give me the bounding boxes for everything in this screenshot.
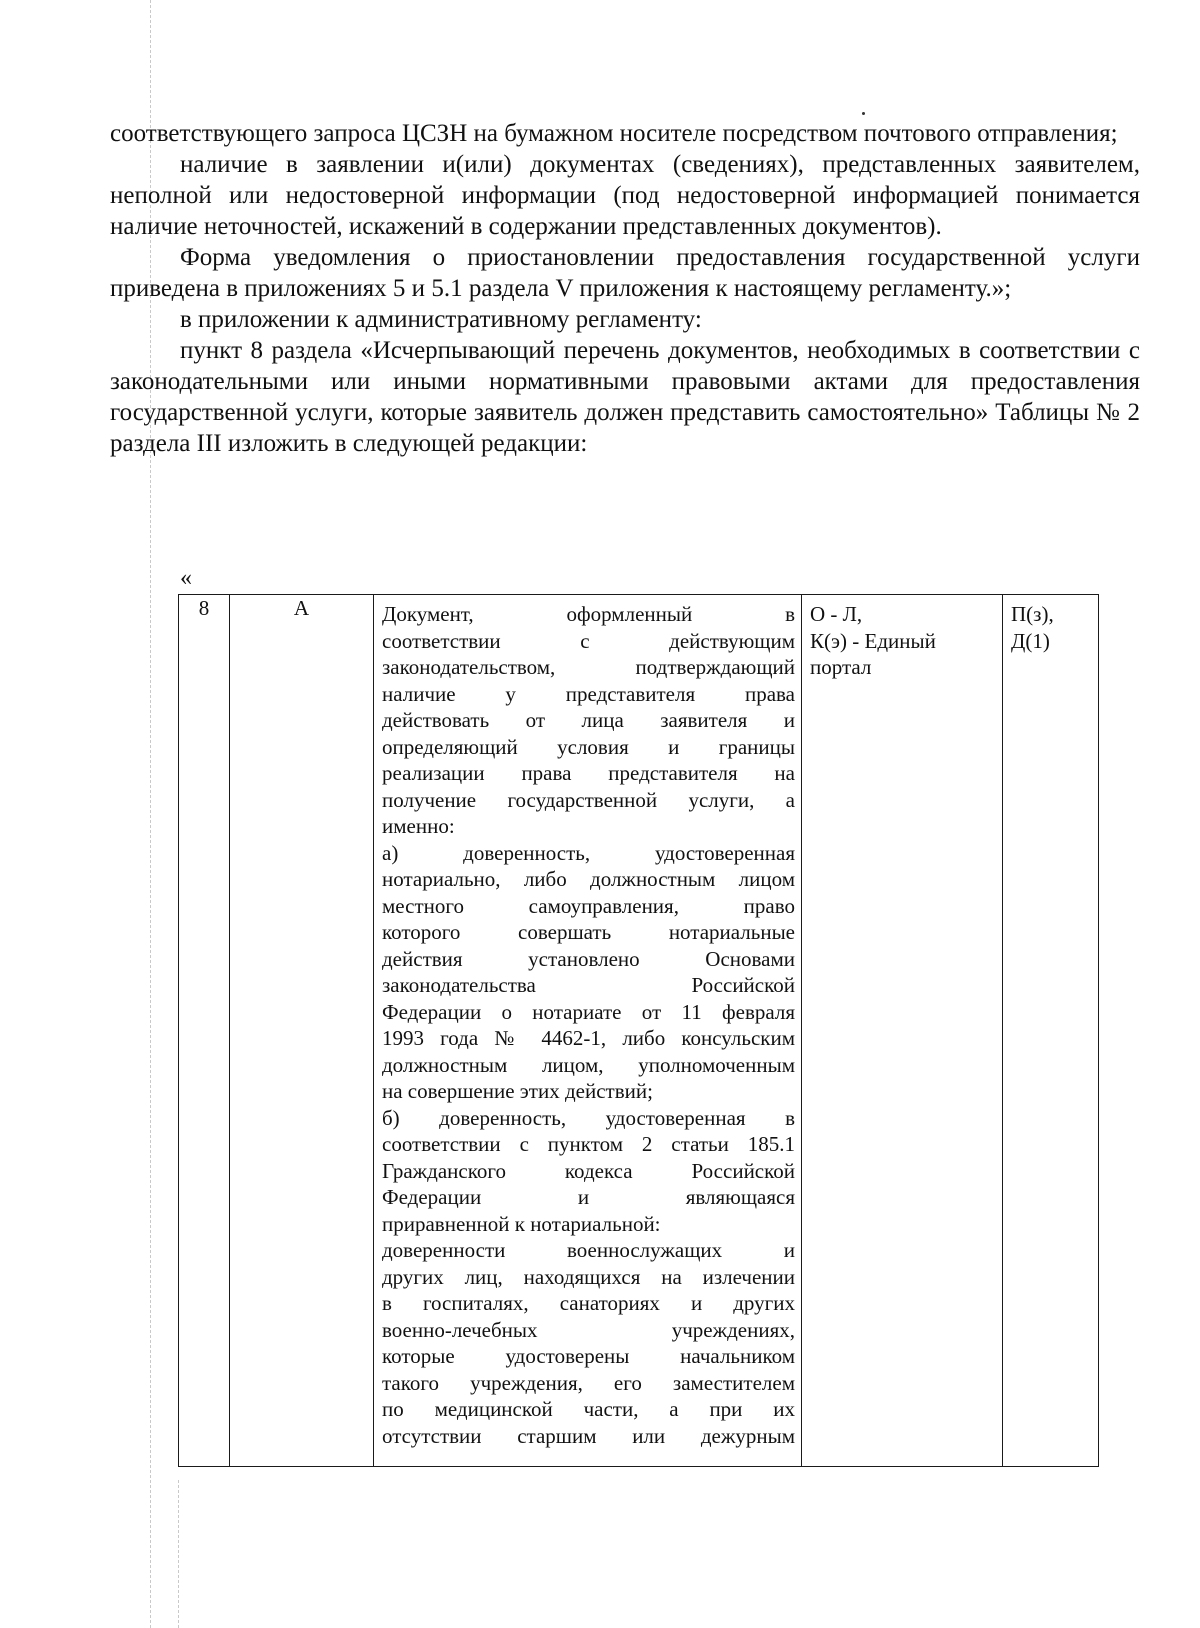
- cell-line: Документ, оформленный в: [382, 602, 795, 626]
- paragraph: наличие в заявлении и(или) документах (сведениях), представленных заявителем, неполной или недостоверной информации (под недостоверной информацией понимается наличие неточностей, искажений в содержании представленных документов).: [110, 151, 1140, 240]
- description-lines: [374, 595, 801, 1449]
- cell-line: такого учреждения, его заместителем: [382, 1370, 795, 1395]
- cell-line: законодательством, подтверждающий: [382, 655, 795, 679]
- document-body: [110, 118, 1140, 459]
- cell-line: военно-лечебных учреждениях,: [382, 1317, 795, 1342]
- cell-line: по медицинской части, а при их: [382, 1397, 795, 1421]
- cell-line: нотариально, либо должностным лицом: [382, 867, 795, 891]
- cell-line: Д(1): [1011, 628, 1050, 653]
- cell-line: получение государственной услуги, а: [382, 787, 795, 812]
- cell-line: законодательства Российской: [382, 973, 795, 997]
- cell-line: О - Л,: [810, 602, 863, 626]
- row-description-cell: [374, 595, 802, 1467]
- type-lines: [802, 595, 1002, 681]
- cell-line: П(з),: [1011, 602, 1054, 626]
- cell-line: действия установлено Основами: [382, 946, 795, 971]
- cell-line: других лиц, находящихся на излечении: [382, 1264, 795, 1289]
- cell-line: наличие у представителя права: [382, 681, 795, 706]
- table-row: [179, 595, 1099, 1467]
- paragraph: в приложении к административному регламенту:: [180, 306, 702, 333]
- cell-line: действовать от лица заявителя и: [382, 708, 795, 732]
- cell-line: определяющий условия и границы: [382, 734, 795, 759]
- paragraph: пункт 8 раздела «Исчерпывающий перечень документов, необходимых в соответствии с законодательными или иными нормативными правовыми актами для предоставления государственной услуги, которые заявитель должен представить самостоятельно» Таблицы № 2 раздела III изложить в следующей редакции:: [110, 337, 1140, 457]
- cell-line: Федерации о нотариате от 11 февраля: [382, 999, 795, 1024]
- cell-line: Федерации и являющаяся: [382, 1185, 795, 1209]
- cell-line: которые удостоверены начальником: [382, 1344, 795, 1368]
- scan-speck: [862, 112, 865, 115]
- cell-line: в госпиталях, санаториях и других: [382, 1291, 795, 1315]
- row-number-cell: 8: [179, 595, 230, 1467]
- paragraph: Форма уведомления о приостановлении предоставления государственной услуги приведена в приложениях 5 и 5.1 раздела V приложения к настоящему регламенту.»;: [110, 244, 1140, 302]
- cell-line: доверенности военнослужащих и: [382, 1238, 795, 1262]
- cell-line: портал: [810, 655, 872, 679]
- cell-line: реализации права представителя на: [382, 761, 795, 785]
- scan-fold-line-lower: [178, 1480, 179, 1628]
- row-code-cell: А: [230, 595, 374, 1467]
- paragraph: соответствующего запроса ЦСЗН на бумажном носителе посредством почтового отправления;: [110, 120, 1118, 147]
- cell-line: которого совершать нотариальные: [382, 920, 795, 944]
- cell-line: именно:: [382, 814, 455, 838]
- document-table: [178, 594, 1099, 1467]
- cell-line: должностным лицом, уполномоченным: [382, 1052, 795, 1077]
- mode-lines: [1003, 595, 1098, 654]
- cell-line: на совершение этих действий;: [382, 1079, 653, 1103]
- row-type-cell: [802, 595, 1003, 1467]
- cell-line: б) доверенность, удостоверенная в: [382, 1105, 795, 1130]
- cell-line: К(э) - Единый: [810, 628, 936, 653]
- cell-line: местного самоуправления, право: [382, 893, 795, 918]
- cell-line: приравненной к нотариальной:: [382, 1211, 661, 1236]
- cell-line: а) доверенность, удостоверенная: [382, 840, 795, 865]
- cell-line: Гражданского кодекса Российской: [382, 1158, 795, 1183]
- opening-quote-mark: «: [180, 565, 192, 591]
- cell-line: соответствии с пунктом 2 статьи 185.1: [382, 1132, 795, 1156]
- row-mode-cell: [1003, 595, 1099, 1467]
- cell-line: соответствии с действующим: [382, 628, 795, 653]
- cell-line: 1993 года № 4462-1, либо консульским: [382, 1026, 795, 1050]
- cell-line: отсутствии старшим или дежурным: [382, 1423, 795, 1448]
